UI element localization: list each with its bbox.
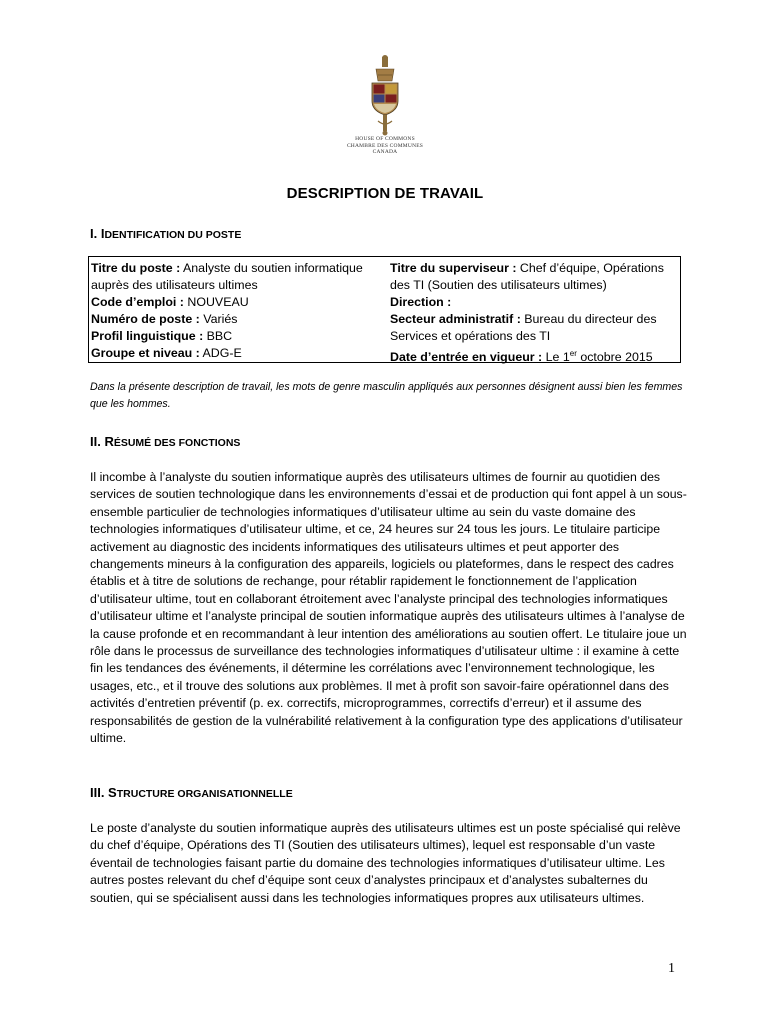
field-value: octobre 2015 [580,350,653,365]
gender-note: Dans la présente description de travail, les mots de genre masculin appliqués aux personnes désignent aussi bien les femmes que les hommes. [90,381,683,410]
logo-caption-line: HOUSE OF COMMONS [355,136,415,142]
ordinal-suffix: er [569,349,577,358]
logo-caption [340,136,430,156]
document-title: DESCRIPTION DE TRAVAIL [286,185,484,202]
field-value: ADG-E [202,346,242,360]
field-value: Bureau du directeur des Services et opérations des TI [390,312,657,343]
section-number: III. S [90,785,117,800]
section-title: TRUCTURE ORGANISATIONNELLE [116,788,293,800]
field-label: Titre du poste : [91,261,181,275]
field-job-title [91,260,381,294]
field-label: Direction : [390,295,452,309]
structure-paragraph: Le poste d’analyste du soutien informatique auprès des utilisateurs ultimes est un poste spécialisé qui relève du chef d’équipe, Opérations des TI (Soutien des utilisateurs ultimes), lequel est responsable d’un vaste éventail de technologies faisant partie du domaine des technologies informatiques d’utilisateur ultime. Les autres postes relevant du chef d’équipe sont ceux d’analystes principaux et d’analystes subalternes du soutien, qui se spécialisent aussi dans les technologies informatiques propres aux utilisateurs ultimes. [90,821,681,905]
identification-left-column [91,260,381,362]
section-heading-summary [90,434,240,449]
section-number: II. R [90,434,114,449]
field-direction [390,294,680,311]
field-position-number [91,311,381,328]
field-label: Secteur administratif : [390,312,521,326]
summary-paragraph: Il incombe à l’analyste du soutien informatique auprès des utilisateurs ultimes de fournir au quotidien des services de soutien technologique dans les environnements d’essai et de production qui font appel à un sous-ensemble particulier de technologies informatiques d’utilisateur ultime au sein du vaste domaine des technologies informatiques d’utilisateur ultime, et ce, 24 heures sur 24 tous les jours. Le titulaire participe activement au diagnostic des incidents informatiques des utilisateurs ultimes et peut apporter des changements mineurs à la configuration des appareils, logiciels ou plateformes, dans le respect des cadres établis et à titre de solutions de rechange, pour rétablir rapidement le fonctionnement de l’application d’utilisateur ultime, tout en collaborant étroitement avec l’analyste principal des technologies informatiques d’utilisateur ultime et l’analyste principal de soutien informatique auprès des utilisateurs ultimes à l’analyse de la cause profonde et en recommandant à leur intention des améliorations au soutien offert. Le titulaire joue un rôle dans le processus de surveillance des technologies informatiques d’utilisateur ultime : il examine à cette fin les tendances des événements, il détermine les corrélations avec l’environnement technologique, les usages, etc., et il trouve des solutions aux problèmes. Il met à profit son savoir-faire opérationnel dans des activités d’entretien préventif (p. ex. correctifs, microprogrammes, correctifs d’erreur) et il assume des responsabilités de gestion de la vulnérabilité relativement à la configuration type des applications d’utilisateur ultime. [90,470,687,746]
section-title: ÉSUMÉ DES FONCTIONS [113,437,241,449]
field-value: Analyste du soutien informatique auprès des utilisateurs ultimes [91,261,363,292]
field-job-code [91,294,381,311]
section-heading-identification [90,226,241,241]
page-number: 1 [668,961,675,976]
field-group-level [91,345,381,362]
section-number: I. I [90,226,105,241]
field-value: Chef d’équipe, Opérations des TI (Soutien des utilisateurs ultimes) [390,261,664,292]
field-label: Groupe et niveau : [91,346,200,360]
logo-caption-line: CHAMBRE DES COMMUNES [346,142,424,149]
field-label: Titre du superviseur : [390,261,517,275]
field-supervisor-title [390,260,680,294]
field-label: Code d’emploi : [91,295,184,309]
field-value: NOUVEAU [187,295,249,309]
field-label: Numéro de poste : [91,312,200,326]
field-administrative-sector [390,311,680,345]
section-title: DENTIFICATION DU POSTE [104,229,242,241]
field-label: Date d’entrée en vigueur : [390,350,543,365]
field-label: Profil linguistique : [91,329,204,343]
field-value: Le 1 [545,350,570,365]
section-heading-structure [90,785,293,800]
field-effective-date [390,345,680,366]
logo-caption-line: CANADA [372,149,398,155]
identification-table [88,256,681,363]
field-value: BBC [206,329,233,343]
field-language-profile [91,328,381,345]
field-value: Variés [203,312,238,326]
identification-right-column [390,260,680,366]
